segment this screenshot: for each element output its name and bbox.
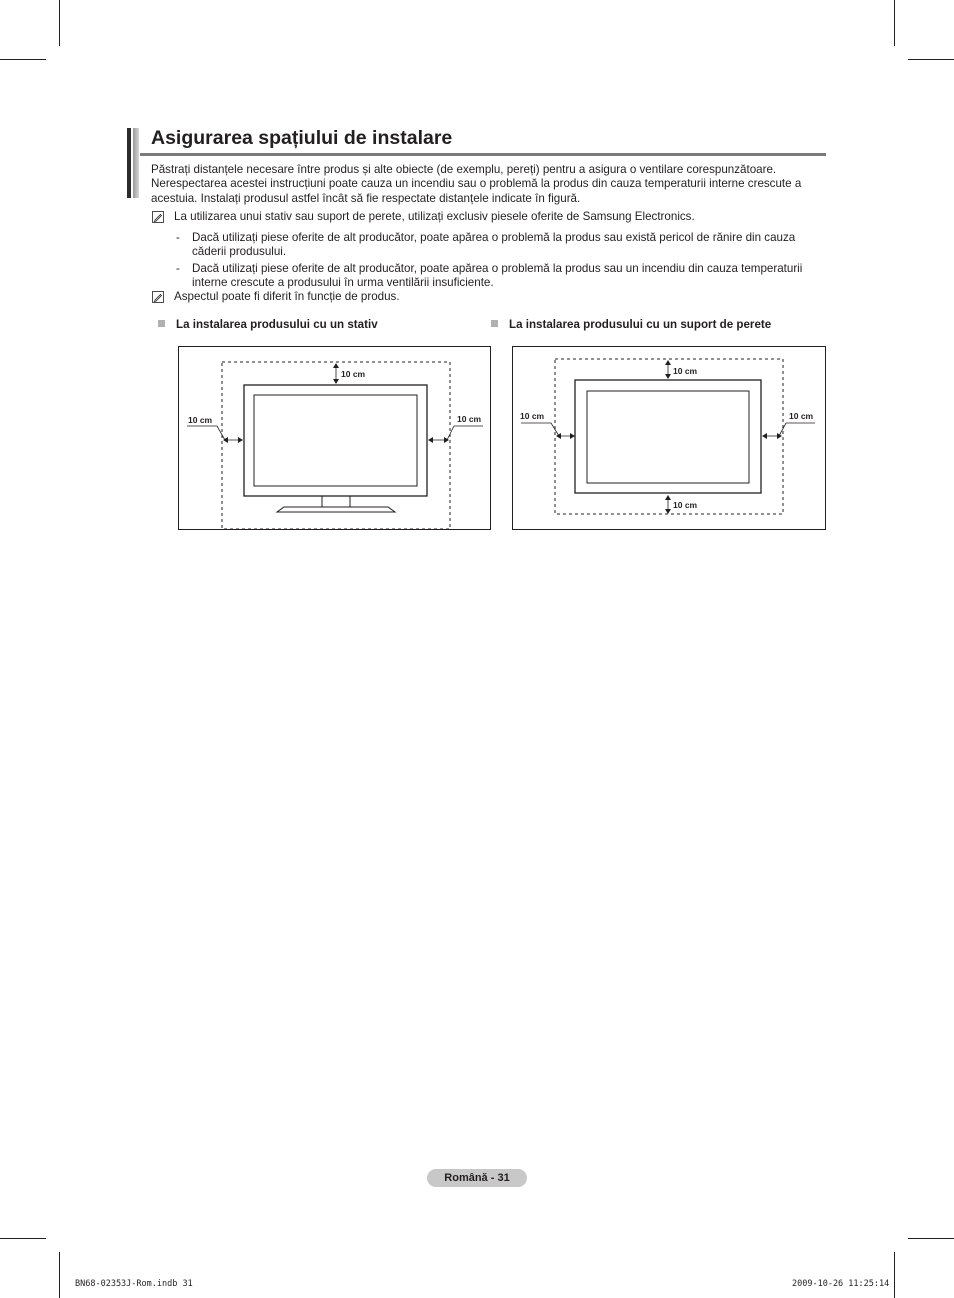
- print-date-info: 2009-10-26 11:25:14: [792, 1279, 890, 1289]
- note-text: Aspectul poate fi diferit în funcție de produs.: [174, 290, 400, 303]
- wall-mount-clearance-diagram: [512, 346, 826, 530]
- clearance-boundary: [222, 362, 450, 529]
- dash-bullet: -: [176, 231, 180, 244]
- tv-stand-base: [277, 507, 395, 512]
- crop-mark: [894, 1252, 895, 1298]
- print-file-info: BN68-02353J-Rom.indb 31: [75, 1279, 193, 1289]
- stand-diagram-drawing: [179, 347, 490, 529]
- crop-mark: [59, 0, 60, 46]
- tv-frame: [244, 385, 427, 496]
- crop-mark: [908, 1238, 954, 1239]
- note-pencil-icon: [152, 291, 164, 303]
- list-item-text: Dacă utilizați piese oferite de alt producător, poate apărea o problemă la produs sau există pericol de rănire din cauza căderii produsului.: [192, 231, 796, 259]
- tv-screen: [587, 391, 749, 483]
- page-title: Asigurarea spațiului de instalare: [151, 127, 453, 149]
- crop-mark: [59, 1252, 60, 1298]
- crop-mark: [0, 59, 46, 60]
- left-clearance-label: 10 cm: [520, 411, 545, 421]
- note-pencil-icon: [152, 211, 164, 223]
- title-divider: [140, 153, 826, 156]
- bottom-clearance-label: 10 cm: [673, 500, 698, 510]
- gray-square-bullet-icon: [158, 320, 165, 327]
- right-clearance-label: 10 cm: [457, 414, 482, 424]
- tv-screen: [254, 395, 417, 486]
- top-clearance-label: 10 cm: [341, 369, 366, 379]
- stand-clearance-diagram: [178, 346, 491, 530]
- dash-bullet: -: [176, 262, 180, 275]
- title-accent-bar: [127, 128, 139, 198]
- right-clearance-label: 10 cm: [789, 411, 814, 421]
- wall-diagram-drawing: [513, 347, 825, 529]
- crop-mark: [0, 1238, 46, 1239]
- note-text: La utilizarea unui stativ sau suport de perete, utilizați exclusiv piesele oferite de Samsung Electronics.: [174, 210, 695, 223]
- left-clearance-label: 10 cm: [188, 415, 213, 425]
- crop-mark: [894, 0, 895, 46]
- intro-paragraph: Păstrați distanțele necesare între produs și alte obiecte (de exemplu, pereți) pentru a asigura o ventilare corespunzătoare. Nerespectarea acestei instrucțiuni poate cauza un incendiu sau o problemă la produs din cauza temperaturii interne crescute a acestuia. Instalați produsul astfel încât să fie respectate distanțele indicate în figură.: [151, 163, 802, 205]
- list-item-text: Dacă utilizați piese oferite de alt producător, poate apărea o problemă la produs sau un incendiu din cauza temperaturii interne crescute a produsului în urma ventilării insuficiente.: [192, 262, 803, 290]
- crop-mark: [908, 59, 954, 60]
- gray-square-bullet-icon: [491, 320, 498, 327]
- tv-frame: [575, 380, 761, 493]
- page-number-badge: Română - 31: [427, 1169, 527, 1187]
- top-clearance-label: 10 cm: [673, 366, 698, 376]
